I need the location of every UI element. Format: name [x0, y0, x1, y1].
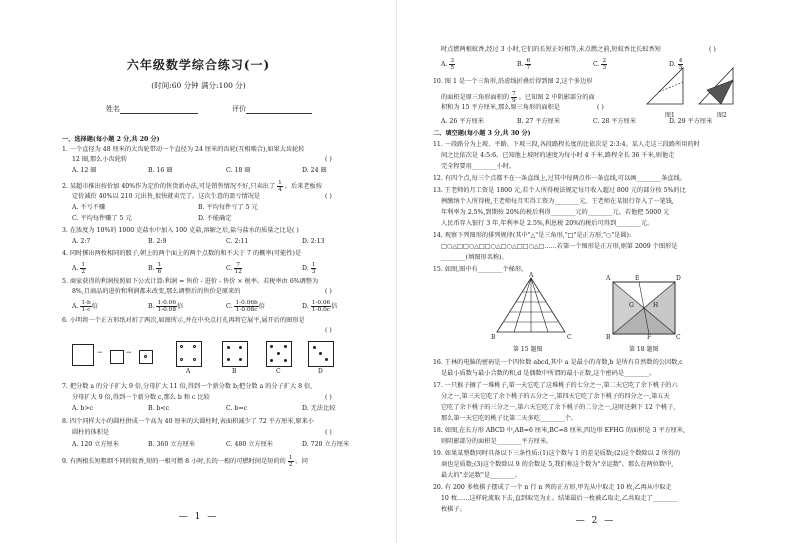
fig15-label-a: A	[529, 272, 534, 279]
q10-line2	[441, 91, 595, 104]
q3-option-a[interactable]: A. 2:7	[72, 238, 91, 245]
q5-option-d[interactable]: D. $\frac{1-0.06}{1-0.0c}$ 倍	[302, 300, 338, 313]
q16-line1: 16. 王林的电脑的密码是一个四位数 abcd,其中 a 是最小的奇数,b 是所有自然数的公因数,c	[433, 359, 683, 366]
q7-answer-paren[interactable]: ( )	[325, 394, 332, 401]
q8-line1: 8. 四个同样大小的圆柱拼成一个高为 40 厘米的大圆柱时,表面积减少了 72 平方厘米,原来小	[62, 418, 314, 425]
q10-answer-paren[interactable]: ( )	[597, 104, 604, 111]
q1-option-a[interactable]: A. 12 圈	[72, 167, 97, 174]
q9-line1	[62, 455, 308, 468]
q8-option-d[interactable]: D. 720 立方厘米	[302, 441, 350, 448]
q20-line3: 枚棋子。	[441, 506, 466, 513]
q2-option-a[interactable]: A. 不亏不赚	[72, 204, 106, 211]
q2-option-d[interactable]: D. 不能确定	[198, 215, 232, 222]
fig15-label-b: B	[491, 334, 496, 341]
q11-line2: 间之比依次是 4:5:6。已知他上坡时的速度为每小时 4 千米,路程全长 36 千米,则他走	[441, 152, 675, 159]
hole-icon	[319, 352, 322, 355]
fig18-label-g: G	[629, 302, 634, 309]
hole-icon	[284, 359, 287, 362]
eval-blank[interactable]	[246, 105, 312, 114]
q5-a-suffix: 倍	[91, 303, 98, 310]
q1-option-b[interactable]: B. 16 圈	[148, 167, 173, 174]
fold-line	[659, 82, 683, 92]
q9-c-frac	[601, 58, 607, 71]
q1-line2: 12 圈,那么小齿轮转	[72, 156, 128, 163]
q2-text-tail: 。后来老板按	[284, 183, 322, 190]
q17-line2: 分之一,第三天它吃了余下桃子的五分之一,第四天它吃了余下桃子的四分之一,第五天	[441, 393, 670, 400]
q5-d-suffix: 倍	[331, 303, 338, 310]
q18-line1: 18. 如图,在长方形 ABCD 中,AB=6 厘米,BC=8 厘米,四边形 EFHG 的面积是 3 平方厘米,	[433, 427, 686, 434]
name-field[interactable]	[106, 104, 198, 114]
q9-text: 9. 有两根长短粗细不同的蚊香,短的一根可燃 8 小时,长的一根的可燃时间是短的的	[62, 458, 286, 465]
hole-icon	[227, 358, 230, 361]
q7-option-c[interactable]: C. b=c	[226, 405, 248, 412]
q9-d-den: 5	[678, 65, 683, 71]
q15-figure	[493, 276, 569, 338]
hole-icon	[239, 358, 242, 361]
q9-b-den: 7	[526, 65, 531, 71]
q10-line1: 10. 图 1 是一个三角形,沿虚线折叠后得到图 2,这个多边形	[433, 78, 593, 85]
hole-icon	[239, 346, 242, 349]
q4-c-den: 12	[234, 269, 242, 275]
eval-label: 评价	[232, 105, 246, 113]
q10-fraction	[511, 91, 517, 104]
q2-frac-den: 4	[278, 187, 282, 193]
q4-b-den: 6	[157, 269, 162, 275]
page-number-2: — 2 —	[575, 516, 616, 526]
q2-option-c[interactable]: C. 平均每件赚了 5 元	[72, 215, 132, 222]
q8-option-a[interactable]: A. 120 立方厘米	[72, 441, 119, 448]
q10-frac-num: 7	[512, 91, 516, 97]
q18-figure	[609, 278, 679, 338]
page-number-1: — 1 —	[178, 512, 219, 522]
q4-c-num: 7	[236, 262, 240, 268]
q9-frac-num: 1	[288, 455, 293, 461]
q5-d-num: 1-0.06	[311, 300, 331, 306]
q5-answer-paren[interactable]: ( )	[325, 288, 332, 295]
fig2-caption: 图2	[717, 112, 727, 119]
hole-icon	[325, 358, 328, 361]
hole-icon	[313, 346, 316, 349]
q7-option-d[interactable]: D. 无法比较	[302, 405, 336, 412]
q11-line3[interactable]: 完全程要用________小时。	[441, 163, 516, 170]
q8-option-b[interactable]: B. 360 立方厘米	[148, 441, 196, 448]
fig18-label-b: B	[606, 334, 611, 341]
q19-line1: 19. 如果某整数同时具备以下三条性质:(1)这个数与 1 的差是质数;(2)这个数除以 2 所得的	[433, 450, 681, 457]
q18-line2[interactable]: 则阴影部分的面积是________平方厘米。	[441, 438, 553, 445]
q5-c-suffix: 倍	[258, 303, 265, 310]
q5-b-num: 1-0.06	[157, 300, 177, 306]
q7-line2: 分母扩大 9 倍,得到一个新分数 c,那么 b 和 c 比较	[72, 394, 210, 401]
q9-b-frac	[525, 58, 531, 71]
q5-b-suffix: 倍	[177, 303, 184, 310]
hole-icon	[227, 346, 230, 349]
fig18-label-h: H	[653, 302, 659, 309]
q3-line1: 3. 在浓度为 10%的 1000 克盐水中加入 100 克盐,溶解之后,盐与盐水的质量之比是( )	[62, 227, 299, 234]
q8-line2: 圆柱的体积是	[72, 429, 110, 436]
q4-b-num: 1	[157, 262, 162, 268]
q4-a-frac	[80, 262, 86, 275]
q20-line2[interactable]: 10 枚……这样轮流取下去,直到取完为止。结果最后一枚被乙取走,乙共取走了________	[441, 495, 678, 502]
section-fill-heading: 二、填空题(每小题 3 分,共 30 分)	[433, 130, 531, 137]
triangle-fig1	[647, 68, 683, 104]
option-b-square[interactable]	[222, 341, 248, 367]
q9-a-frac	[449, 58, 455, 71]
q5-d-frac	[311, 300, 332, 313]
q2-option-b[interactable]: B. 平均每件亏了 5 元	[198, 204, 258, 211]
q4-d-frac	[311, 262, 317, 275]
q9-option-d[interactable]: D. $\frac{4}{5}$	[669, 58, 683, 71]
hole-icon	[277, 352, 280, 355]
q4-a-num: 1	[81, 262, 86, 268]
q9-a-den: 5	[450, 65, 455, 71]
name-blank[interactable]	[120, 105, 198, 114]
worksheet-subtitle: (时间:60 分钟 满分:100 分)	[151, 81, 246, 90]
q10-option-d[interactable]: D. 29 平方厘米	[669, 118, 713, 125]
q9-fraction	[288, 455, 294, 468]
q11-line1: 11. 一段路分为上坡、平路、下坡三段,各段路程长度的比依次是 2:3:4。某人走这三段路所用的时	[433, 141, 700, 148]
q6-label-a: A	[186, 368, 191, 375]
fig18-label-c: C	[676, 334, 681, 341]
option-c-square[interactable]	[266, 341, 292, 367]
q9-cont-line: 时点燃两根蚊香,经过 3 小时,它们的长短正好相等,未点燃之前,短蚊香比长蚊香短	[441, 46, 661, 53]
q16-line2[interactable]: 是最小质数与最小合数的和,d 是偶数中所谓的最小正数,这个密码是________。	[441, 370, 656, 377]
option-a-square[interactable]	[176, 341, 202, 367]
q3-option-b[interactable]: B. 2:9	[148, 238, 167, 245]
fig18-label-d: D	[676, 275, 681, 282]
q9-text-tail: 。同	[295, 458, 308, 465]
q5-a-num: 1-b	[81, 300, 91, 306]
option-d-square[interactable]	[308, 341, 334, 367]
q12-line1[interactable]: 12. 有四个点,每三个点都不在一条直线上,过其中每两点作一条直线,可以画________条直线。	[433, 175, 686, 182]
q5-c-frac	[234, 300, 258, 313]
q5-b-frac	[156, 300, 177, 313]
fig15-label-c: C	[567, 334, 572, 341]
hole-icon	[270, 345, 273, 348]
q10-text-tail: 。已知图 2 中阴影部分的面	[518, 94, 595, 101]
q9-c-den: 3	[602, 65, 607, 71]
hole-icon	[284, 345, 287, 348]
q2-text: 2. 某超市推出按价加 40%作为定价的售货新办法,可是销售情况不好,只卖出了	[62, 183, 276, 190]
eval-field[interactable]	[232, 104, 312, 114]
q9-c-num: 2	[602, 58, 607, 64]
folded-square-icon	[110, 350, 124, 364]
q4-option-d[interactable]: D. $\frac{1}{3}$	[302, 262, 316, 275]
name-label: 姓名	[106, 105, 120, 113]
fig1-caption: 图1	[665, 112, 675, 119]
q1-option-d[interactable]: D. 24 圈	[302, 167, 327, 174]
fig18-label-a: A	[606, 275, 611, 282]
q10-option-b[interactable]: B. 27 平方厘米	[517, 118, 561, 125]
q1-line1: 1. 一个直径为 48 厘米的大齿轮带动一个直径为 24 厘米的齿轮(互相啮合),如果大齿轮转	[62, 146, 305, 153]
q9-option-b[interactable]: B. $\frac{6}{7}$	[517, 58, 531, 71]
q4-b-frac	[156, 262, 162, 275]
q9-b-num: 6	[526, 58, 531, 64]
shaded-region	[707, 80, 733, 104]
arrow-right-icon: →	[97, 349, 103, 356]
q10-figure	[637, 60, 749, 116]
fig18-caption: 第 18 题图	[629, 346, 659, 353]
q1-option-c[interactable]: C. 18 圈	[226, 167, 251, 174]
q14-line2: □○△□□○△□□○△□○△□□○△□……若第一个图形是正方形,则第 2009 个图形是	[441, 243, 678, 250]
q6-line1: 6. 小明将一个正方形纸对折了两次,如图所示,并在中央点打孔再将它展平,展开后的图形是	[62, 317, 305, 324]
q17-line3: 它吃了余下桃子的三分之一,第六天它吃了余下桃子的二分之一,这时还剩下 12 个桃子,	[441, 404, 676, 411]
hole-icon	[193, 358, 196, 361]
q17-line4[interactable]: 那么第一天它吃的桃子比第二天多吃________个。	[441, 415, 578, 422]
q4-option-c[interactable]: C. $\frac{7}{12}$	[226, 262, 242, 275]
q3-option-d[interactable]: D. 2:13	[302, 238, 325, 245]
worksheet-title: 六年级数学综合练习(一)	[126, 58, 271, 72]
q1-answer-paren[interactable]: ( )	[325, 156, 332, 163]
q5-line2: 8%,且商品的进价和利润都未改变,那么调整后的售价是原来的	[72, 288, 241, 295]
q9-option-a[interactable]: A. $\frac{3}{5}$	[441, 58, 455, 71]
q5-c-den: 1-0.08c	[235, 307, 258, 313]
q13-line1: 13. 王老师的月工资是 1800 元,若个人所得税法规定每月收入超过 800 元的部分按 5%的比	[433, 187, 686, 194]
q4-line1: 4. 同时掷出两枚相同的骰子,朝上的两个面上的两个点数的和不大于 7 的概率(可能性)是	[62, 250, 302, 257]
q7-option-a[interactable]: A. b>c	[72, 405, 94, 412]
q4-option-b[interactable]: B. $\frac{1}{6}$	[148, 262, 162, 275]
fig18-label-e: E	[635, 275, 640, 282]
q9-d-num: 4	[678, 58, 683, 64]
q2-answer-paren[interactable]: ( )	[325, 193, 332, 200]
q2-line1	[62, 180, 322, 193]
hole-icon	[144, 355, 147, 358]
q5-option-b[interactable]: B. $\frac{1-0.06}{1-0.08}$ 倍	[148, 300, 184, 313]
q9-answer-paren[interactable]: ( )	[709, 46, 716, 53]
q5-option-c[interactable]: C. $\frac{1-0.06b}{1-0.08c}$ 倍	[226, 300, 265, 313]
fig18-label-f: F	[647, 334, 652, 341]
q9-frac-den: 2	[288, 462, 293, 468]
arrow-right-icon: →	[126, 349, 132, 356]
q19-line3[interactable]: 最大的"幸运数"是________。	[441, 472, 521, 479]
q9-a-num: 3	[450, 58, 455, 64]
q20-line1: 20. 有 200 多枚棋子摆成了一个 n 行 n 列的正方形,甲先从中取走 10 枚,乙再从中取走	[433, 484, 672, 491]
q4-a-den: 2	[81, 269, 86, 275]
q10-line3: 积和为 15 平方厘米,那么原三角形的面积是	[441, 104, 560, 111]
q5-b-den: 1-0.08	[157, 307, 177, 313]
q5-a-frac	[80, 300, 91, 313]
q6-label-c: C	[276, 368, 281, 375]
q2-frac-num: 1	[278, 180, 282, 186]
q5-c-num: 1-0.06b	[235, 300, 258, 306]
q7-line1: 7. 把分数 a 的分子扩大 9 倍,分母扩大 11 倍,得到一个新分数 b;把分数 a 的分子扩大 8 倍,	[62, 383, 313, 390]
q4-d-num: 1	[311, 262, 316, 268]
q5-line1: 5. 商家获得的利润按照如下公式计算:利润 = 售价 - 进价 - 售价 × 税率。若税率由 6%调整为	[62, 278, 319, 285]
q3-option-c[interactable]: C. 2:11	[226, 238, 249, 245]
q4-d-den: 3	[311, 269, 316, 275]
q10-option-a[interactable]: A. 26 平方厘米	[441, 118, 484, 125]
hole-icon	[270, 359, 273, 362]
hole-icon	[193, 345, 196, 348]
q17-line1: 17. 一只猴子摘了一堆桃子,第一天它吃了这堆桃子的七分之一,第二天它吃了余下桃子的六	[433, 382, 678, 389]
q15-line1[interactable]: 15. 如图,图中有________个梯形。	[433, 266, 528, 273]
q10-frac-den: 9	[512, 98, 516, 104]
q4-option-a[interactable]: A. $\frac{1}{2}$	[72, 262, 86, 275]
fold-square-icon	[72, 344, 94, 366]
q13-line2[interactable]: 例缴纳个人所得税,王老师每月实得工资为________元。王老师在某银行存入了一笔钱,	[441, 198, 674, 205]
hole-icon	[180, 358, 183, 361]
q8-answer-paren[interactable]: ( )	[325, 429, 332, 436]
q2-fraction	[277, 180, 283, 193]
q6-label-d: D	[318, 368, 323, 375]
q6-label-b: B	[232, 368, 237, 375]
q9-option-c[interactable]: C. $\frac{2}{3}$	[593, 58, 607, 71]
q13-line4[interactable]: 人民币存入银行 3 年,年利率是 2.5%,利息税 20%的税后可得到________元。	[441, 220, 654, 227]
q7-option-b[interactable]: B. b<c	[148, 405, 170, 412]
q13-line3[interactable]: 年利率为 2.5%,到期按 20%的税后利得________元的________元。若他把 5000 元	[441, 209, 670, 216]
punched-square-icon	[139, 350, 153, 364]
hole-icon	[180, 345, 183, 348]
section-choice-heading: 一、选择题(每小题 2 分,共 20 分)	[62, 136, 160, 143]
q14-line1: 14. 观察下列图形的排列规律(其中"△"是三角形,"□"是正方形,"○"是圆):	[433, 232, 632, 239]
q5-a-den: 1-c	[81, 307, 91, 313]
q19-line2: 商也是质数;(3)这个数除以 9 的余数是 5,我们称这个数为"幸运数"。那么在两位数中,	[441, 461, 674, 468]
page-2	[397, 0, 794, 543]
q10-option-c[interactable]: C. 28 平方厘米	[593, 118, 637, 125]
fig15-caption: 第 15 题图	[513, 346, 543, 353]
q8-option-c[interactable]: C. 480 立方厘米	[226, 441, 273, 448]
q4-c-frac	[234, 262, 241, 275]
q5-option-a[interactable]: A. $\frac{1-b}{1-c}$ 倍	[72, 300, 98, 313]
q2-line2: 定价减价 40%以 210 元出售,很快就卖完了。这次生意的盈亏情况是	[72, 193, 261, 200]
q14-line3[interactable]: ________(填图形名称)。	[441, 254, 508, 261]
q10-text: 的面积是原三角形面积的	[441, 94, 510, 101]
q5-d-den: 1-0.0c	[311, 307, 331, 313]
q6-answer-paren[interactable]: ( )	[325, 327, 332, 334]
